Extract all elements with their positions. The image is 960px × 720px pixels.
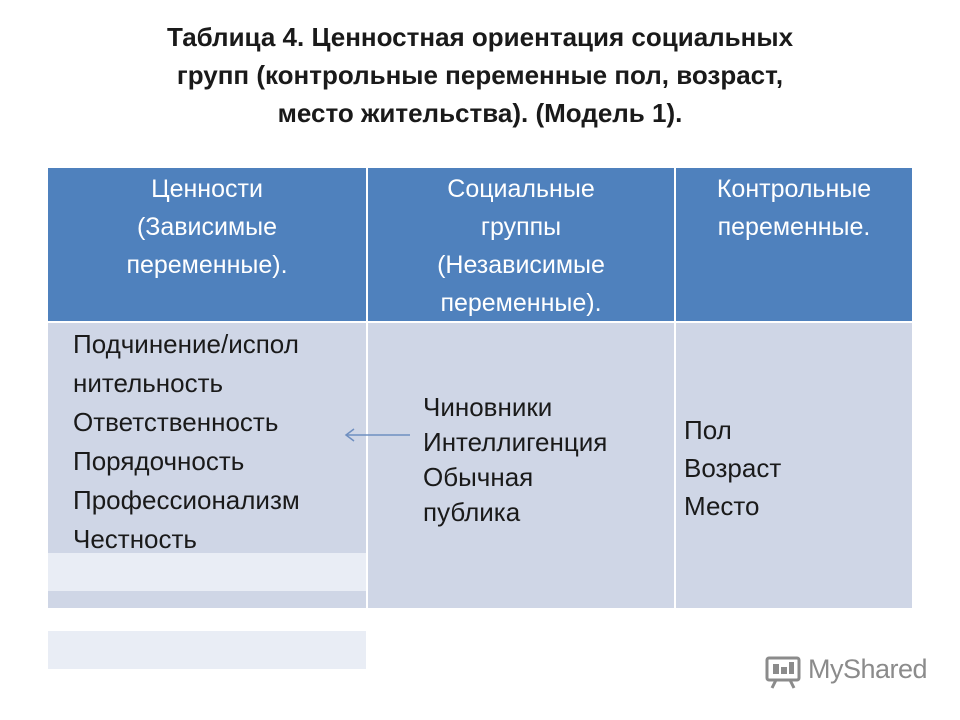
control-item: Место [684, 491, 760, 521]
groups-list [423, 390, 607, 530]
value-item: Ответственность [73, 407, 279, 437]
header-values-line-1: Ценности [151, 175, 263, 203]
value-item: Профессионализм [73, 485, 300, 515]
header-social-groups [368, 168, 674, 321]
header-groups-line-2: группы [480, 213, 562, 241]
header-values-line-3: переменные). [126, 251, 288, 279]
value-item: Подчинение/испол [73, 329, 299, 359]
myshared-logo [764, 652, 934, 692]
value-item: нительность [73, 368, 224, 398]
title-line-1: Таблица 4. Ценностная ориентация социальных [166, 22, 794, 52]
value-item: Порядочность [73, 446, 245, 476]
header-groups-line-3: (Независимые [437, 251, 605, 279]
header-values-line-2: (Зависимые [136, 213, 278, 241]
header-values [48, 168, 366, 321]
group-item: публика [423, 497, 521, 527]
slide-title [60, 18, 900, 132]
control-item: Возраст [684, 453, 782, 483]
header-control-variables [676, 168, 912, 321]
header-groups-line-4: переменные). [440, 289, 602, 317]
projector-icon [764, 654, 802, 690]
header-controls-line-2: переменные. [717, 213, 871, 241]
left-arrow-icon [340, 425, 412, 445]
header-groups-line-1: Социальные [447, 175, 595, 203]
header-controls-line-1: Контрольные [716, 175, 872, 203]
value-item: Честность [73, 524, 197, 554]
control-item: Пол [684, 415, 732, 445]
title-line-3: место жительства). (Модель 1). [277, 98, 683, 128]
logo-text: MyShared [808, 654, 928, 684]
group-item: Обычная [423, 462, 534, 492]
row-band [48, 631, 366, 669]
title-line-2: групп (контрольные переменные пол, возраст, [176, 60, 784, 90]
values-list [73, 325, 300, 559]
controls-list [684, 411, 781, 525]
group-item: Чиновники [423, 392, 553, 422]
group-item: Интеллигенция [423, 427, 608, 457]
